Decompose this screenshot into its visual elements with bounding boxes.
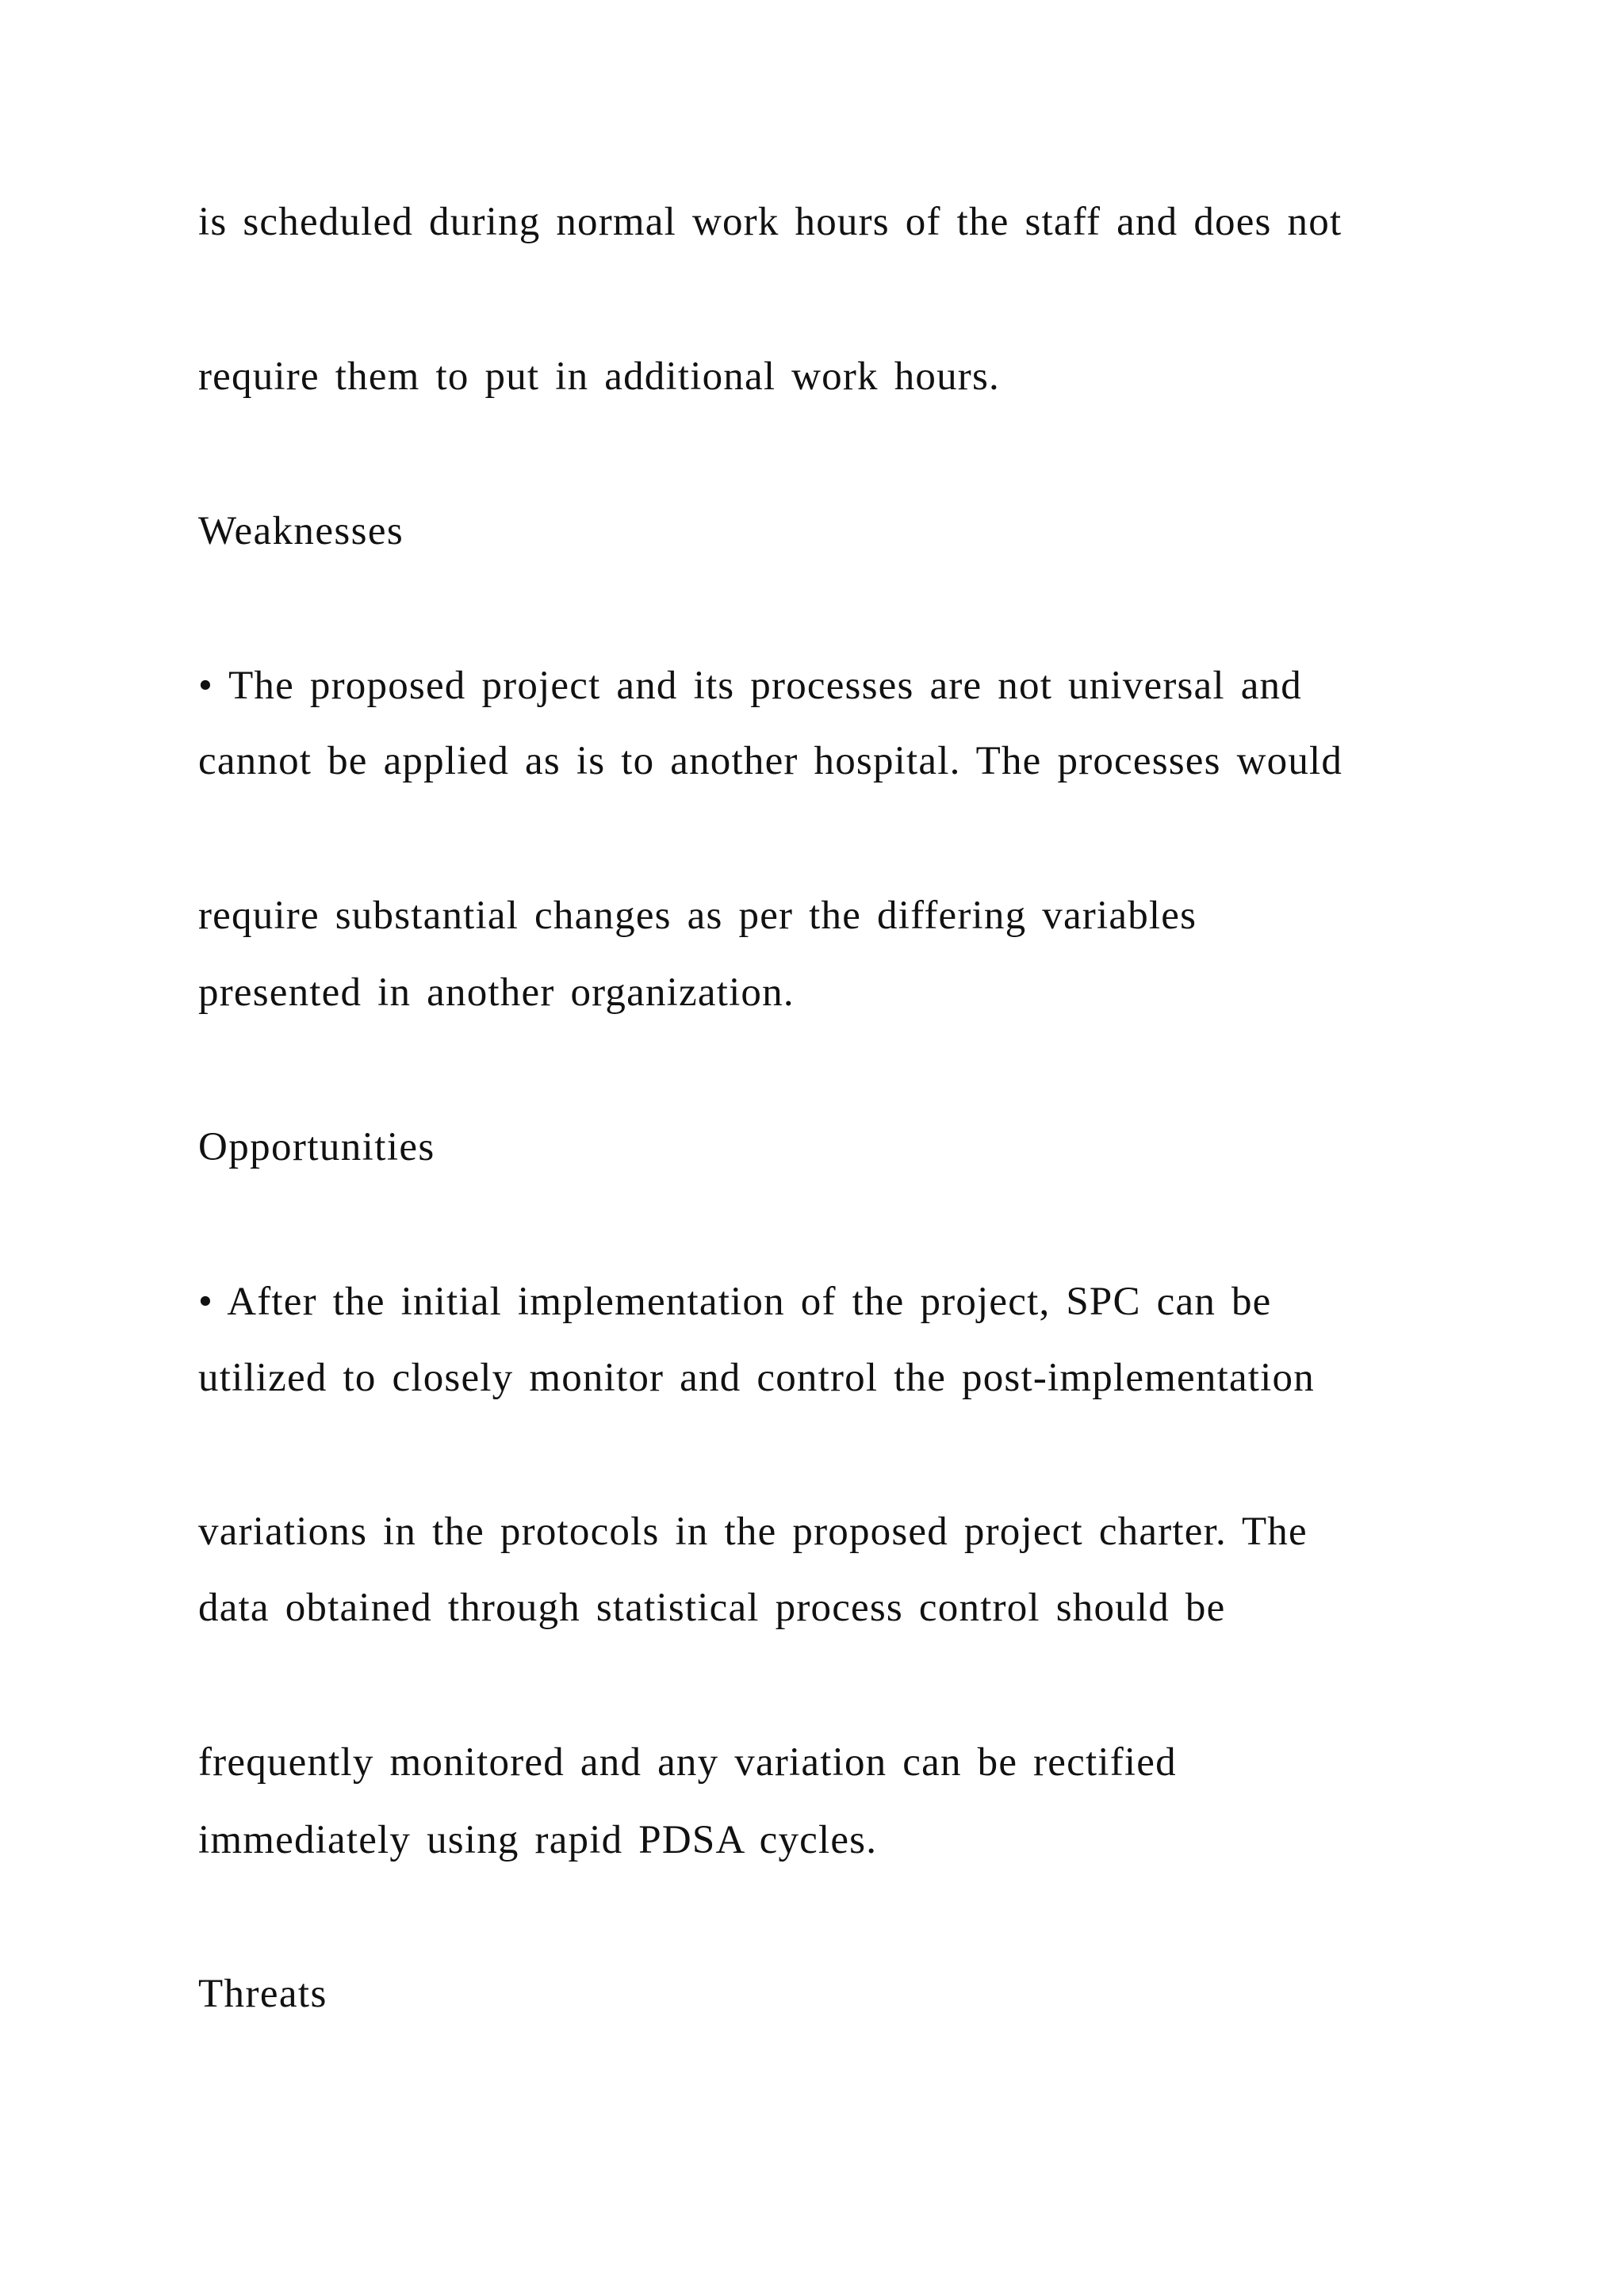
text-line: variations in the protocols in the proposed project charter. The <box>198 1510 1308 1554</box>
text-line: utilized to closely monitor and control the post-implementation <box>198 1356 1315 1400</box>
text-line: presented in another organization. <box>198 970 795 1015</box>
bullet-paragraph-line: • The proposed project and its processes are not universal and <box>198 664 1302 708</box>
text-line: cannot be applied as is to another hospital. The processes would <box>198 739 1343 783</box>
text-line: frequently monitored and any variation can be rectified <box>198 1740 1177 1785</box>
section-heading-threats: Threats <box>198 1972 327 2016</box>
section-heading-weaknesses: Weaknesses <box>198 509 404 553</box>
text-line: immediately using rapid PDSA cycles. <box>198 1818 878 1862</box>
text-line: require them to put in additional work hours. <box>198 354 1000 399</box>
text-line: is scheduled during normal work hours of the staff and does not <box>198 200 1342 244</box>
text-line: require substantial changes as per the differing variables <box>198 894 1197 938</box>
bullet-paragraph-line: • After the initial implementation of the project, SPC can be <box>198 1280 1272 1324</box>
text-line: data obtained through statistical process control should be <box>198 1586 1226 1630</box>
section-heading-opportunities: Opportunities <box>198 1125 435 1169</box>
